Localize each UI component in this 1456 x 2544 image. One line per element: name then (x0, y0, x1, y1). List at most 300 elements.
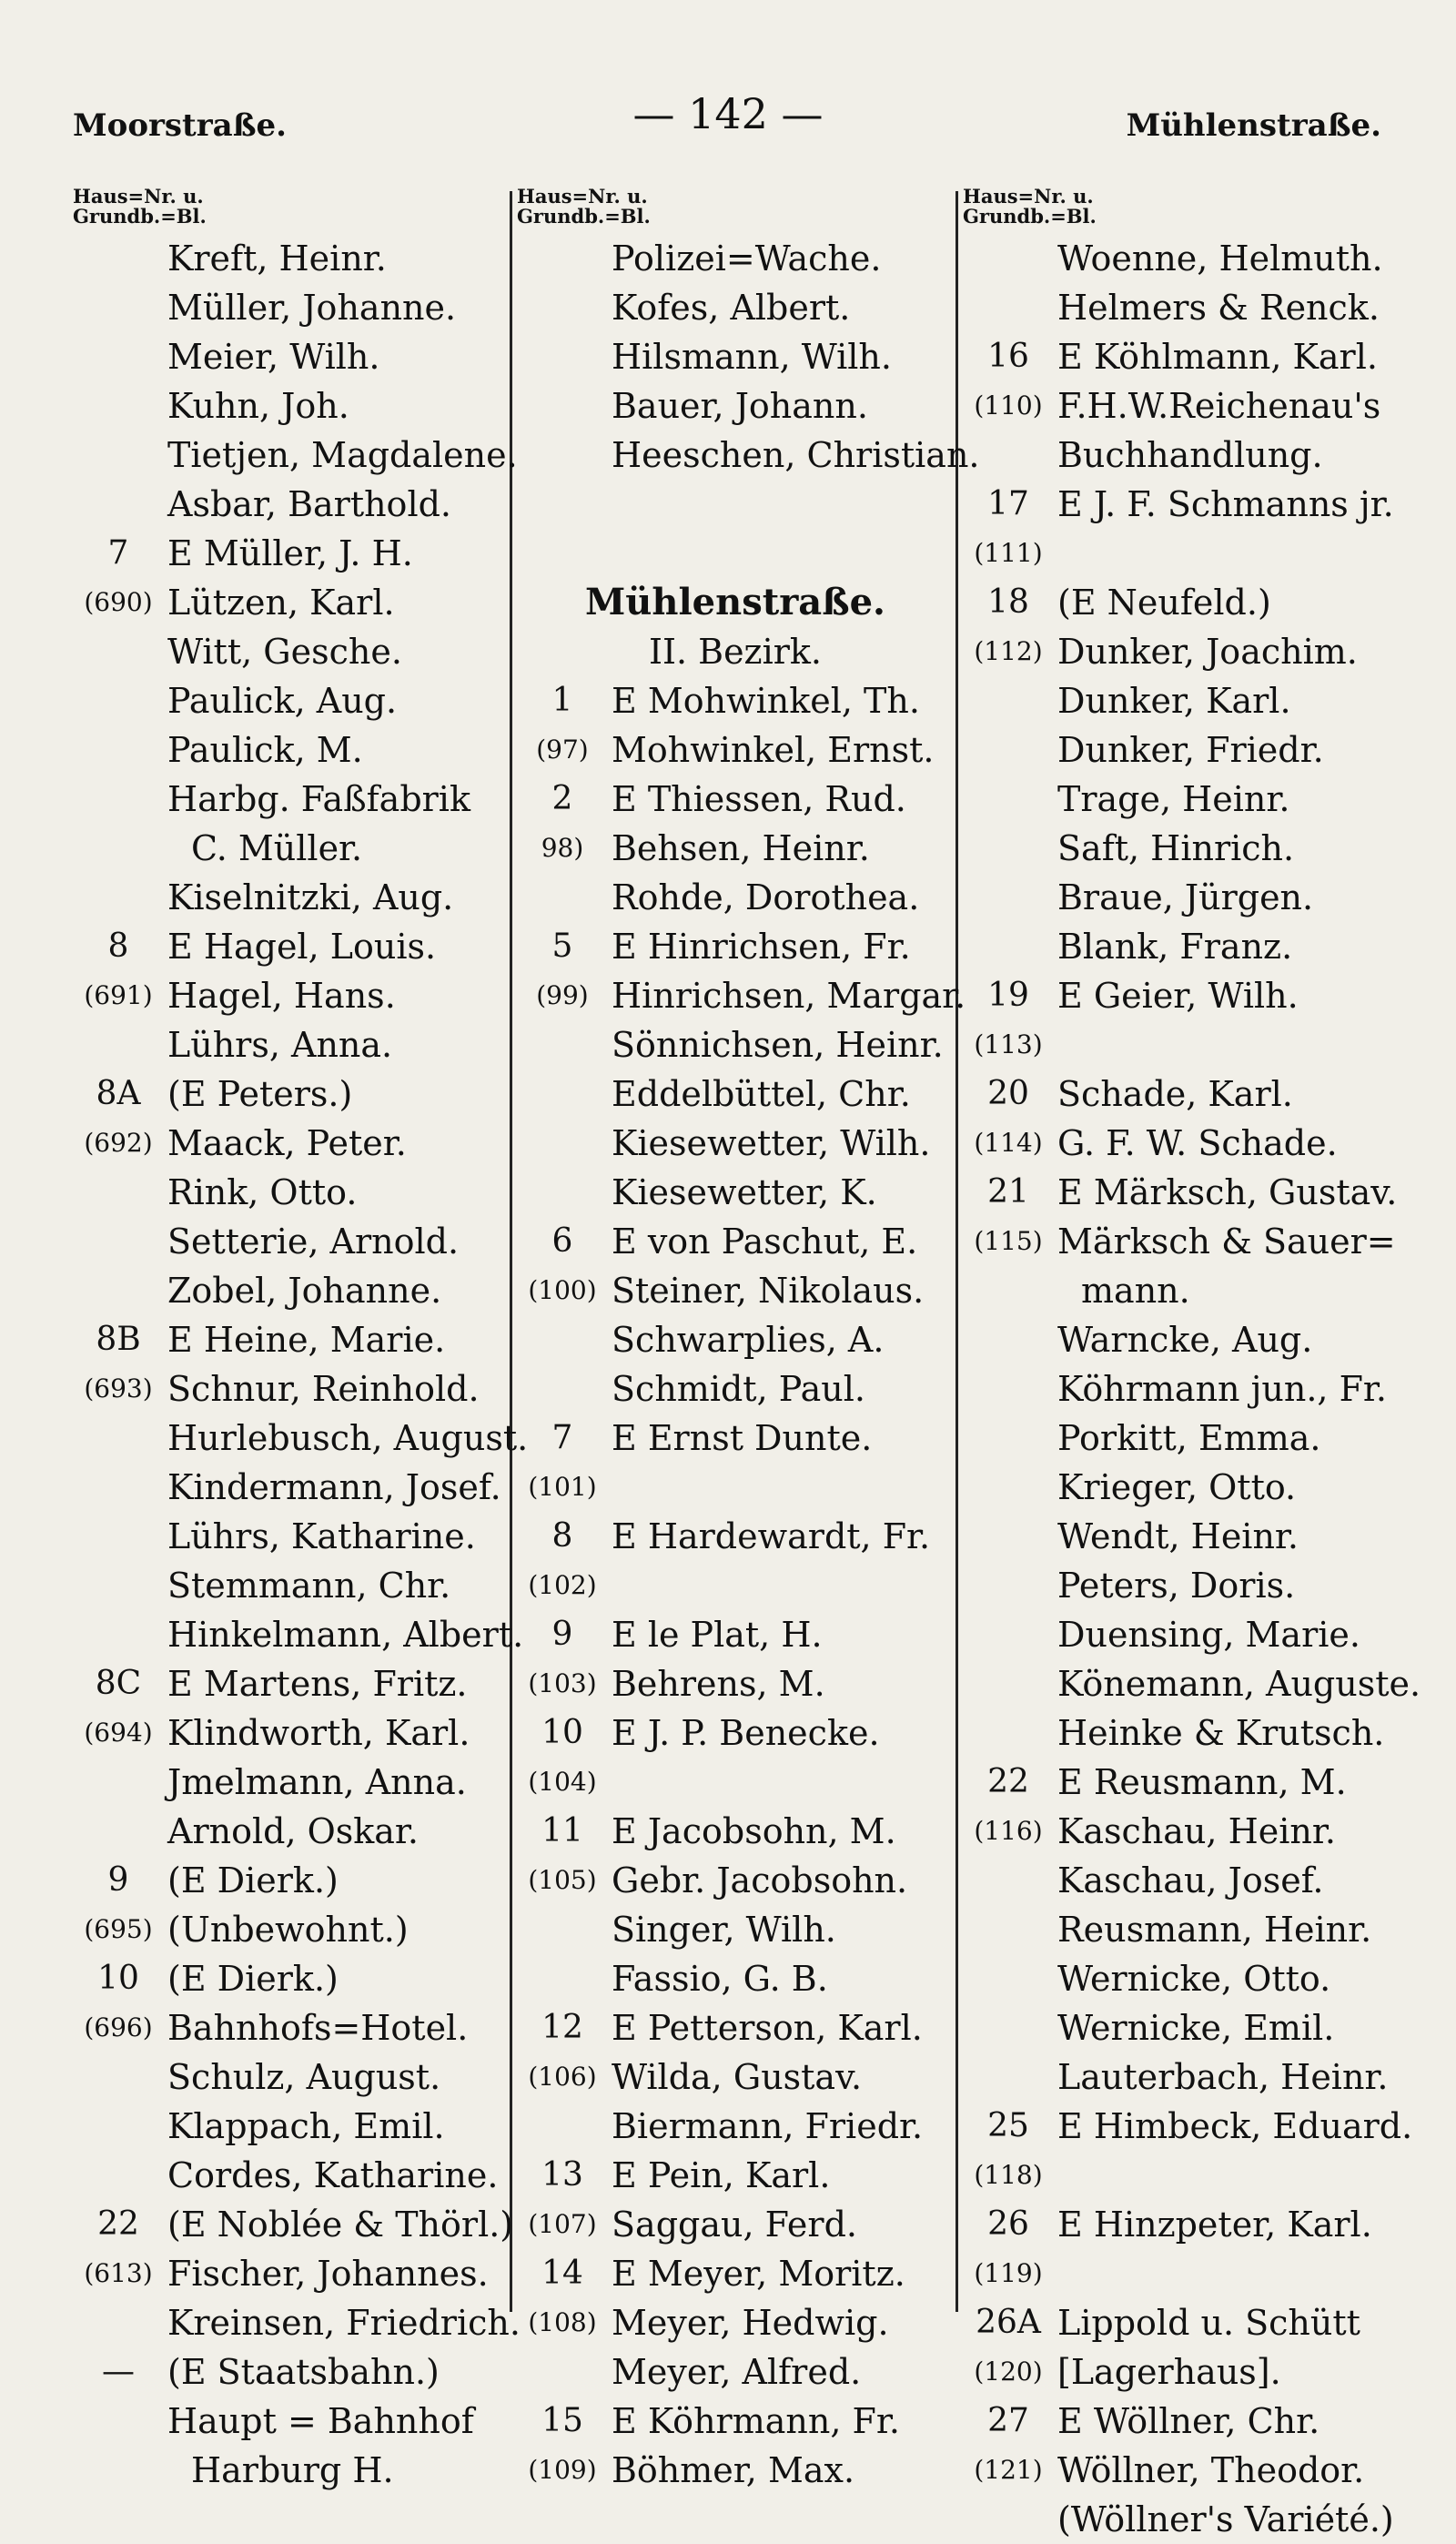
resident-name: E Wöllner, Chr. (1057, 2401, 1320, 2441)
resident-name: Paulick, M. (167, 730, 363, 770)
land-register-number: (109) (528, 2455, 597, 2485)
resident-name: Schade, Karl. (1057, 1074, 1293, 1114)
land-register-number: (118) (974, 2160, 1043, 2190)
directory-entry (73, 283, 508, 332)
directory-entry (73, 332, 508, 381)
directory-entry (73, 1020, 508, 1069)
directory-entry (73, 873, 508, 922)
resident-name: Polizei=Wache. (612, 238, 882, 279)
directory-entry (963, 2151, 1410, 2200)
directory-entry (73, 1905, 508, 1954)
resident-name: Müller, Johanne. (167, 288, 457, 328)
directory-entry (963, 2003, 1410, 2052)
house-number: 8A (96, 1075, 141, 1112)
spacer (517, 529, 954, 578)
resident-name: Meyer, Hedwig. (612, 2303, 889, 2343)
directory-entry (517, 627, 954, 676)
directory-entry (517, 1266, 954, 1315)
resident-name: E Hagel, Louis. (167, 927, 437, 967)
directory-entry (73, 1463, 508, 1512)
resident-name: Behsen, Heinr. (612, 828, 870, 868)
directory-entry (517, 2200, 954, 2249)
resident-name: C. Müller. (191, 828, 363, 868)
land-register-number: (97) (536, 735, 589, 765)
directory-entry (73, 2003, 508, 2052)
directory-entry (963, 1954, 1410, 2003)
resident-name: Bauer, Johann. (612, 386, 868, 426)
directory-entry (963, 1905, 1410, 1954)
directory-entry (963, 1315, 1410, 1364)
directory-column-1 (73, 185, 529, 2490)
house-number: 16 (987, 338, 1029, 375)
directory-entry (963, 1659, 1421, 1708)
directory-entry (517, 1512, 954, 1561)
resident-name: Dunker, Karl. (1057, 681, 1291, 721)
resident-name: Kiesewetter, K. (612, 1172, 877, 1212)
resident-name: Witt, Gesche. (167, 632, 402, 672)
land-register-number: (695) (84, 1914, 153, 1944)
directory-entry (73, 381, 508, 431)
directory-entry (963, 971, 1410, 1020)
land-register-number: (103) (528, 1668, 597, 1698)
column-header (73, 187, 508, 234)
house-number: 7 (107, 534, 129, 572)
directory-entry (517, 431, 980, 480)
land-register-number: (105) (528, 1865, 597, 1895)
directory-entry (963, 578, 1410, 627)
directory-entry (73, 1217, 508, 1266)
resident-name: Tietjen, Magdalene. (167, 435, 518, 475)
directory-entry (963, 2397, 1410, 2446)
resident-name: Heeschen, Christian. (612, 435, 980, 475)
resident-name: Biermann, Friedr. (612, 2106, 924, 2146)
directory-entry (517, 1414, 954, 1463)
directory-entry (963, 529, 1410, 578)
directory-entry (517, 1905, 954, 1954)
resident-name: Jmelmann, Anna. (167, 1762, 467, 1802)
directory-entry (963, 824, 1410, 873)
land-register-number: (120) (974, 2356, 1043, 2387)
directory-entry (73, 824, 508, 873)
directory-entry (963, 381, 1410, 431)
land-register-number: (119) (974, 2258, 1043, 2288)
directory-entry (963, 283, 1410, 332)
resident-name: Köhrmann jun., Fr. (1057, 1369, 1388, 1409)
directory-entry (73, 1659, 508, 1708)
directory-entry (963, 2446, 1410, 2495)
resident-name: Krieger, Otto. (1057, 1467, 1297, 1507)
house-number: 27 (987, 2402, 1029, 2439)
resident-name: Bahnhofs=Hotel. (167, 2008, 469, 2048)
directory-entry (73, 1807, 508, 1856)
directory-entry (517, 1708, 954, 1758)
resident-name: Kiesewetter, Wilh. (612, 1123, 931, 1163)
directory-entry (517, 1119, 954, 1168)
resident-name: Schulz, August. (167, 2057, 441, 2097)
directory-column-2 (517, 185, 980, 2490)
resident-name: E Jacobsohn, M. (612, 1811, 896, 1851)
directory-entry (73, 234, 508, 283)
resident-name: Harbg. Faßfabrik (167, 779, 470, 819)
directory-entry (963, 1266, 1410, 1315)
resident-name: Blank, Franz. (1057, 927, 1293, 967)
resident-name: Dunker, Friedr. (1057, 730, 1324, 770)
resident-name: (E Peters.) (167, 1074, 353, 1114)
directory-entry (517, 381, 954, 431)
directory-entry (73, 2200, 514, 2249)
resident-name: E Martens, Fritz. (167, 1664, 468, 1704)
directory-entry (517, 1954, 954, 2003)
directory-entry (517, 2249, 954, 2298)
column-header (517, 187, 954, 234)
resident-name: Harburg H. (191, 2450, 394, 2490)
resident-name: (Unbewohnt.) (167, 1910, 409, 1950)
directory-entry (963, 234, 1410, 283)
land-register-number: (107) (528, 2209, 597, 2239)
resident-name: E Mohwinkel, Th. (612, 681, 920, 721)
column-divider (510, 191, 512, 2312)
land-register-number: (694) (84, 1718, 153, 1748)
resident-name: Fassio, G. B. (612, 1959, 828, 1999)
resident-name: (E Staatsbahn.) (167, 2352, 440, 2392)
resident-name: II. Bezirk. (648, 632, 823, 672)
house-number: 5 (551, 927, 573, 965)
house-number: 9 (107, 1861, 129, 1899)
house-number: 19 (987, 977, 1029, 1014)
land-register-number: (108) (528, 2307, 597, 2337)
land-register-number: (116) (974, 1816, 1043, 1846)
column-header-label: Grundb.=Bl. (963, 205, 1097, 228)
resident-name: Reusmann, Heinr. (1057, 1910, 1372, 1950)
land-register-number: (102) (528, 1570, 597, 1600)
directory-entry (517, 1610, 954, 1659)
resident-name: E Himbeck, Eduard. (1057, 2106, 1413, 2146)
resident-name: Heinke & Krutsch. (1057, 1713, 1385, 1753)
directory-entry (73, 1610, 524, 1659)
directory-entry (517, 332, 954, 381)
land-register-number: (690) (84, 587, 153, 617)
directory-entry (963, 1414, 1410, 1463)
directory-entry (963, 1561, 1410, 1610)
resident-name: Wernicke, Otto. (1057, 1959, 1331, 1999)
directory-entry (963, 480, 1410, 529)
directory-entry (517, 676, 954, 725)
directory-entry (517, 2102, 954, 2151)
directory-entry (963, 2249, 1410, 2298)
resident-name: (E Neufeld.) (1057, 583, 1271, 623)
resident-name: E Köhlmann, Karl. (1057, 337, 1378, 377)
resident-name: Behrens, M. (612, 1664, 825, 1704)
page-header (0, 89, 1456, 153)
resident-name: Klappach, Emil. (167, 2106, 445, 2146)
land-register-number: (121) (974, 2455, 1043, 2485)
directory-entry (963, 1512, 1410, 1561)
resident-name: mann. (1081, 1271, 1190, 1311)
resident-name: Kindermann, Josef. (167, 1467, 501, 1507)
directory-entry (963, 2200, 1410, 2249)
directory-entry (963, 2347, 1410, 2397)
house-number: 11 (541, 1812, 583, 1850)
resident-name: Porkitt, Emma. (1057, 1418, 1321, 1458)
resident-name: E Heine, Marie. (167, 1320, 446, 1360)
house-number: 2 (551, 780, 573, 817)
land-register-number: (696) (84, 2012, 153, 2042)
resident-name: E Märksch, Gustav. (1057, 1172, 1398, 1212)
resident-name: Kreft, Heinr. (167, 238, 387, 279)
directory-entry (963, 725, 1410, 775)
house-number: 6 (551, 1222, 573, 1260)
resident-name: Eddelbüttel, Chr. (612, 1074, 911, 1114)
land-register-number: (110) (974, 390, 1043, 421)
section-heading (517, 578, 954, 627)
land-register-number: (111) (974, 538, 1043, 568)
directory-entry (517, 2347, 954, 2397)
resident-name: E Pein, Karl. (612, 2155, 831, 2195)
resident-name: Singer, Wilh. (612, 1910, 836, 1950)
resident-name: Braue, Jürgen. (1057, 877, 1314, 917)
directory-entry (73, 1512, 508, 1561)
directory-entry (73, 480, 508, 529)
resident-name: Schwarplies, A. (612, 1320, 885, 1360)
directory-entry (73, 529, 508, 578)
resident-name: Könemann, Auguste. (1057, 1664, 1421, 1704)
directory-entry (517, 2003, 954, 2052)
land-register-number: (691) (84, 980, 153, 1010)
resident-name: Hinrichsen, Margar. (612, 976, 966, 1016)
page-number: — 142 — (632, 89, 824, 138)
directory-entry (73, 1069, 508, 1119)
column-header-label: Grundb.=Bl. (73, 205, 207, 228)
directory-entry (517, 971, 966, 1020)
directory-entry (73, 676, 508, 725)
directory-entry (73, 2102, 508, 2151)
directory-entry (73, 627, 508, 676)
directory-entry (517, 1856, 954, 1905)
resident-name: Buchhandlung. (1057, 435, 1323, 475)
land-register-number: (112) (974, 636, 1043, 666)
land-register-number: (113) (974, 1029, 1043, 1059)
resident-name: Hinkelmann, Albert. (167, 1615, 524, 1655)
directory-entry (963, 1708, 1410, 1758)
directory-entry (73, 1414, 529, 1463)
directory-entry (517, 2151, 954, 2200)
resident-name: E Geier, Wilh. (1057, 976, 1299, 1016)
house-number: 13 (541, 2156, 583, 2194)
directory-entry (517, 725, 954, 775)
resident-name: E Hinrichsen, Fr. (612, 927, 911, 967)
directory-entry (73, 2446, 508, 2495)
directory-entry (73, 1315, 508, 1364)
resident-name: Cordes, Katharine. (167, 2155, 499, 2195)
land-register-number: 98) (541, 833, 584, 863)
directory-entry (73, 2397, 508, 2446)
directory-entry (73, 2298, 521, 2347)
resident-name: Maack, Peter. (167, 1123, 407, 1163)
resident-name: Warncke, Aug. (1057, 1320, 1313, 1360)
column-header (963, 187, 1410, 234)
resident-name: Märksch & Sauer= (1057, 1221, 1396, 1262)
directory-entry (73, 1364, 508, 1414)
section-title: Mühlenstraße. (585, 581, 885, 623)
directory-entry (517, 1069, 954, 1119)
directory-entry (963, 431, 1410, 480)
directory-entry (963, 1610, 1410, 1659)
header-right-street: Mühlenstraße. (1126, 107, 1381, 144)
directory-entry (963, 1119, 1410, 1168)
resident-name: E Ernst Dunte. (612, 1418, 873, 1458)
resident-name: Steiner, Nikolaus. (612, 1271, 925, 1311)
directory-entry (73, 2249, 508, 2298)
resident-name: Rink, Otto. (167, 1172, 358, 1212)
house-number: 10 (541, 1714, 583, 1751)
resident-name: (Wöllner's Variété.) (1057, 2499, 1394, 2539)
resident-name: Lührs, Anna. (167, 1025, 393, 1065)
directory-entry (963, 627, 1410, 676)
resident-name: Meier, Wilh. (167, 337, 380, 377)
resident-name: E Petterson, Karl. (612, 2008, 923, 2048)
house-number: 9 (551, 1616, 573, 1653)
directory-entry (963, 922, 1410, 971)
directory-entry (73, 1708, 508, 1758)
directory-entry (73, 2151, 508, 2200)
resident-name: Peters, Doris. (1057, 1566, 1296, 1606)
directory-entry (963, 676, 1410, 725)
resident-name: E Müller, J. H. (167, 533, 413, 573)
directory-entry (517, 873, 954, 922)
directory-entry (73, 1119, 508, 1168)
land-register-number: (693) (84, 1373, 153, 1404)
land-register-number: (104) (528, 1767, 597, 1797)
directory-entry (963, 2102, 1413, 2151)
resident-name: Schnur, Reinhold. (167, 1369, 480, 1409)
resident-name: Mohwinkel, Ernst. (612, 730, 935, 770)
directory-entry (963, 873, 1410, 922)
resident-name: Lützen, Karl. (167, 583, 395, 623)
directory-entry (517, 922, 954, 971)
directory-entry (517, 1315, 954, 1364)
resident-name: Woenne, Helmuth. (1057, 238, 1383, 279)
house-number: 20 (987, 1075, 1029, 1112)
resident-name: Lauterbach, Heinr. (1057, 2057, 1389, 2097)
resident-name: Gebr. Jacobsohn. (612, 1860, 908, 1900)
resident-name: Wöllner, Theodor. (1057, 2450, 1365, 2490)
column-header-label: Haus=Nr. u. (73, 185, 204, 208)
house-number: 14 (541, 2255, 583, 2292)
resident-name: Lippold u. Schütt (1057, 2303, 1360, 2343)
land-register-number: (115) (974, 1226, 1043, 1256)
house-number: 8 (551, 1517, 573, 1555)
resident-name: (E Noblée & Thörl.) (167, 2204, 514, 2245)
directory-entry (963, 1807, 1410, 1856)
resident-name: Dunker, Joachim. (1057, 632, 1358, 672)
resident-name: F.H.W.Reichenau's (1057, 386, 1381, 426)
directory-entry (73, 2347, 508, 2397)
house-number: 25 (987, 2107, 1029, 2144)
resident-name: Rohde, Dorothea. (612, 877, 920, 917)
directory-entry (73, 578, 508, 627)
directory-entry (517, 2298, 954, 2347)
house-number: 26 (987, 2205, 1029, 2243)
house-number: — (102, 2353, 135, 2390)
directory-entry (963, 1364, 1410, 1414)
directory-entry (73, 1561, 508, 1610)
house-number: 17 (987, 485, 1029, 522)
directory-entry (517, 1217, 954, 1266)
resident-name: Wernicke, Emil. (1057, 2008, 1335, 2048)
resident-name: Kaschau, Heinr. (1057, 1811, 1336, 1851)
directory-entry (73, 725, 508, 775)
directory-entry (73, 1168, 508, 1217)
house-number: 8C (95, 1665, 142, 1702)
resident-name: Kuhn, Joh. (167, 386, 349, 426)
resident-name: G. F. W. Schade. (1057, 1123, 1338, 1163)
resident-name: Saggau, Ferd. (612, 2204, 857, 2245)
house-number: 26A (976, 2304, 1041, 2341)
resident-name: E J. F. Schmanns jr. (1057, 484, 1394, 524)
resident-name: E J. P. Benecke. (612, 1713, 880, 1753)
land-register-number: (114) (974, 1128, 1043, 1158)
directory-entry (963, 2495, 1410, 2544)
directory-entry (517, 1659, 954, 1708)
directory-entry (517, 2052, 954, 2102)
house-number: 22 (987, 1763, 1029, 1800)
resident-name: Kreinsen, Friedrich. (167, 2303, 521, 2343)
directory-entry (963, 2298, 1410, 2347)
directory-entry (963, 332, 1410, 381)
house-number: 8B (96, 1321, 141, 1358)
house-number: 21 (987, 1173, 1029, 1211)
resident-name: Setterie, Arnold. (167, 1221, 460, 1262)
resident-name: (E Dierk.) (167, 1959, 339, 1999)
resident-name: E Meyer, Moritz. (612, 2254, 905, 2294)
directory-entry (73, 1758, 508, 1807)
directory-entry (73, 775, 508, 824)
directory-entry (963, 1168, 1410, 1217)
directory-entry (517, 1020, 954, 1069)
land-register-number: (613) (84, 2258, 153, 2288)
column-header-label: Grundb.=Bl. (517, 205, 651, 228)
directory-entry (73, 431, 518, 480)
resident-name: E Thiessen, Rud. (612, 779, 906, 819)
column-header-label: Haus=Nr. u. (517, 185, 648, 208)
directory-entry (963, 1217, 1410, 1266)
house-number: 18 (987, 583, 1029, 621)
house-number: 15 (541, 2402, 583, 2439)
house-number: 7 (551, 1419, 573, 1456)
house-number: 1 (551, 682, 573, 719)
directory-entry (963, 1020, 1410, 1069)
land-register-number: (692) (84, 1128, 153, 1158)
directory-entry (963, 775, 1410, 824)
resident-name: Sönnichsen, Heinr. (612, 1025, 944, 1065)
directory-entry (517, 1364, 954, 1414)
directory-entry (963, 1758, 1410, 1807)
resident-name: Böhmer, Max. (612, 2450, 855, 2490)
resident-name: E Hardewardt, Fr. (612, 1516, 931, 1556)
resident-name: Helmers & Renck. (1057, 288, 1380, 328)
resident-name: Kofes, Albert. (612, 288, 851, 328)
resident-name: Zobel, Johanne. (167, 1271, 442, 1311)
land-register-number: (101) (528, 1472, 597, 1502)
resident-name: Arnold, Oskar. (167, 1811, 420, 1851)
resident-name: Asbar, Barthold. (167, 484, 451, 524)
directory-entry (73, 1954, 508, 2003)
land-register-number: (99) (536, 980, 589, 1010)
resident-name: Kaschau, Josef. (1057, 1860, 1324, 1900)
directory-entry (517, 824, 954, 873)
column-header-label: Haus=Nr. u. (963, 185, 1094, 208)
directory-entry (73, 2052, 508, 2102)
